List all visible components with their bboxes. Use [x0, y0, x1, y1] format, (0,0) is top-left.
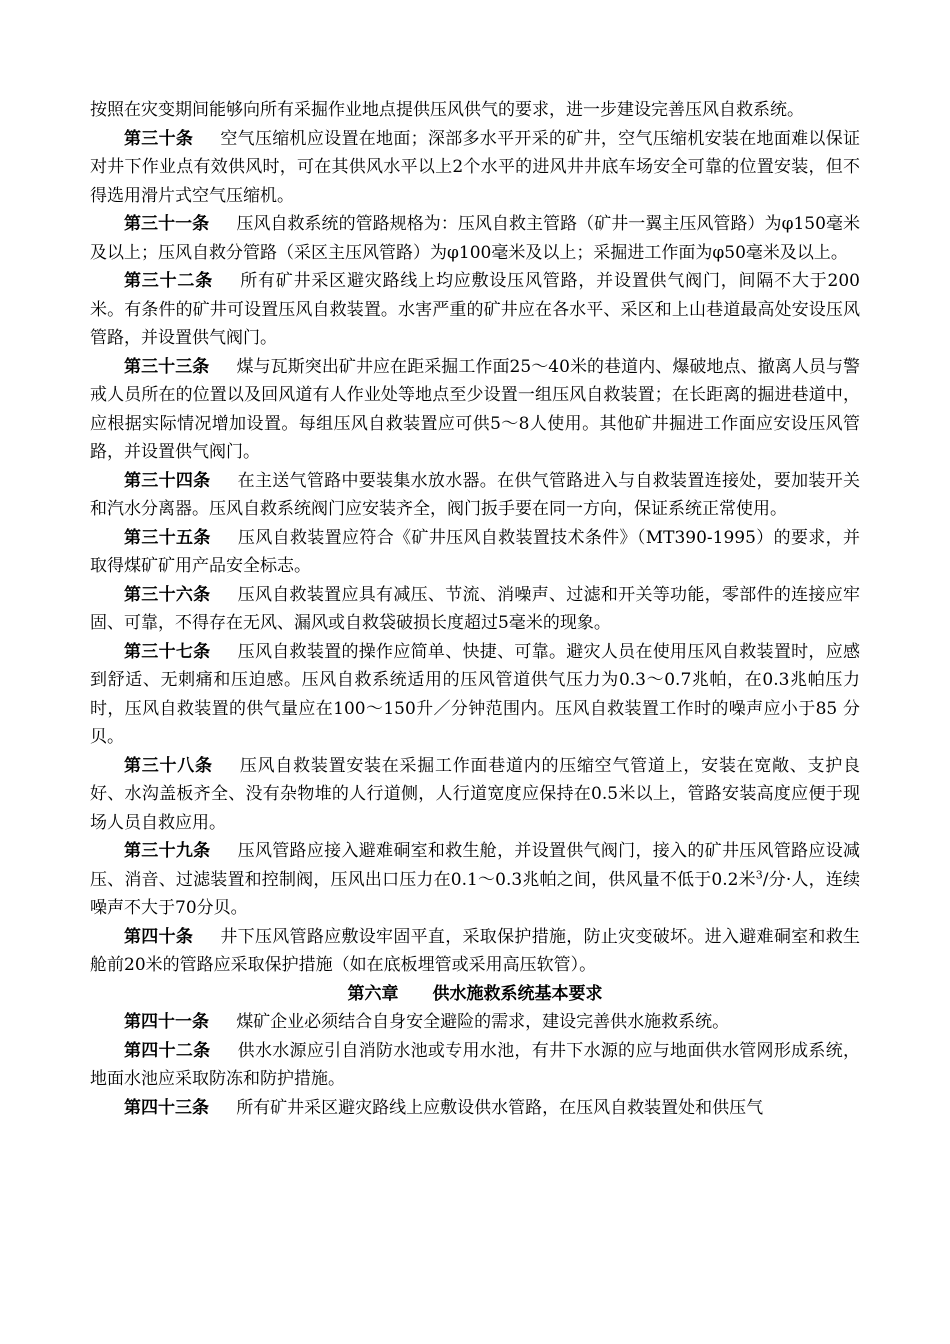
article-43	[90, 1094, 860, 1123]
article-40	[90, 923, 860, 980]
article-39	[90, 837, 860, 923]
article-text: 压风自救装置应具有减压、节流、消噪声、过滤和开关等功能，零部件的连接应牢固、可靠，不得存在无风、漏风或自救袋破损长度超过5毫米的现象。	[90, 584, 861, 633]
article-number: 第三十一条	[124, 214, 210, 234]
article-number: 第三十八条	[124, 755, 213, 776]
article-text: 空气压缩机应设置在地面；深部多水平开采的矿井，空气压缩机安装在地面难以保证对井下作业点有效供风时，可在其供风水平以上2个水平的进风井井底车场安全可靠的位置安装，但不得选用滑片式空气压缩机。	[90, 128, 861, 206]
article-34	[90, 467, 860, 524]
article-37	[90, 638, 860, 752]
article-number: 第四十二条	[124, 1040, 211, 1061]
article-32	[90, 267, 860, 353]
article-number: 第三十七条	[124, 641, 211, 662]
intro-paragraph: 按照在灾变期间能够向所有采掘作业地点提供压风供气的要求，进一步建设完善压风自救系统。	[90, 100, 804, 120]
article-number: 第三十九条	[124, 841, 211, 861]
article-text-cont: /分·人，连续噪声不大于70分贝。	[90, 869, 860, 918]
article-text: 压风管路应接入避难硐室和救生舱，并设置供气阀门，接入的矿井压风管路应设减压、消音、过滤装置和控制阀，压风出口压力在0.1～0.3兆帕之间，供风量不低于0.2米	[90, 841, 861, 890]
article-33	[90, 353, 860, 467]
article-number: 第三十六条	[124, 584, 211, 605]
article-text: 所有矿井采区避灾路线上均应敷设压风管路，并设置供气阀门，间隔不大于200米。有条件的矿井可设置压风自救装置。水害严重的矿井应在各水平、采区和上山巷道最高处安设压风管路，并设置供气阀门。	[90, 271, 860, 348]
article-number: 第四十条	[124, 926, 194, 947]
article-36	[90, 581, 860, 638]
article-number: 第四十一条	[124, 1012, 209, 1032]
article-number: 第三十三条	[124, 356, 210, 377]
chapter-number: 第六章	[347, 983, 399, 1004]
chapter-title: 供水施救系统基本要求	[432, 983, 603, 1004]
article-text: 在主送气管路中要装集水放水器。在供气管路进入与自救装置连接处，要加装开关和汽水分离器。压风自救系统阀门应安装齐全，阀门扳手要在同一方向，保证系统正常使用。	[90, 470, 861, 519]
article-text: 所有矿井采区避灾路线上应敷设供水管路，在压风自救装置处和供压气	[236, 1097, 764, 1118]
chapter-heading	[90, 980, 860, 1009]
article-number: 第三十四条	[124, 470, 211, 491]
article-text: 井下压风管路应敷设牢固平直，采取保护措施，防止灾变破坏。进入避难硐室和救生舱前20米的管路应采取保护措施（如在底板埋管或采用高压软管）。	[90, 926, 861, 975]
article-text: 供水水源应引自消防水池或专用水池，有井下水源的应与地面供水管网形成系统，地面水池应采取防冻和防护措施。	[90, 1040, 861, 1089]
article-38	[90, 752, 860, 838]
article-30	[90, 125, 860, 211]
article-text: 压风自救系统的管路规格为：压风自救主管路（矿井一翼主压风管路）为φ150毫米及以上；压风自救分管路（采区主压风管路）为φ100毫米及以上；采掘进工作面为φ50毫米及以上。	[90, 214, 860, 263]
article-number: 第四十三条	[124, 1097, 209, 1118]
article-number: 第三十二条	[124, 271, 213, 291]
article-text: 压风自救装置的操作应简单、快捷、可靠。避灾人员在使用压风自救装置时，应感到舒适、无刺痛和压迫感。压风自救系统适用的压风管道供气压力为0.3～0.7兆帕，在0.3兆帕压力时，压风自救装置的供气量应在100～150升／分钟范围内。压风自救装置工作时的噪声应小于85 分贝。	[90, 641, 861, 747]
article-35	[90, 524, 860, 581]
article-text: 压风自救装置应符合《矿井压风自救装置技术条件》（MT390-1995）的要求，并取得煤矿矿用产品安全标志。	[90, 527, 861, 576]
article-number: 第三十五条	[124, 527, 211, 548]
article-text: 煤与瓦斯突出矿井应在距采掘工作面25～40米的巷道内、爆破地点、撤离人员与警戒人员所在的位置以及回风道有人作业处等地点至少设置一组压风自救装置；在长距离的掘进巷道中，应根据实际情况增加设置。每组压风自救装置应可供5～8人使用。其他矿井掘进工作面应安设压风管路，并设置供气阀门。	[90, 356, 861, 462]
article-number: 第三十条	[124, 128, 194, 149]
article-42	[90, 1037, 860, 1094]
article-31	[90, 210, 860, 267]
superscript-cubic: 3	[755, 867, 763, 881]
document-page	[90, 96, 860, 1122]
article-41	[90, 1008, 860, 1037]
article-text: 压风自救装置安装在采掘工作面巷道内的压缩空气管道上，安装在宽敞、支护良好、水沟盖板齐全、没有杂物堆的人行道侧，人行道宽度应保持在0.5米以上，管路安装高度应便于现场人员自救应用。	[90, 755, 861, 833]
article-text: 煤矿企业必须结合自身安全避险的需求，建设完善供水施救系统。	[236, 1012, 730, 1032]
